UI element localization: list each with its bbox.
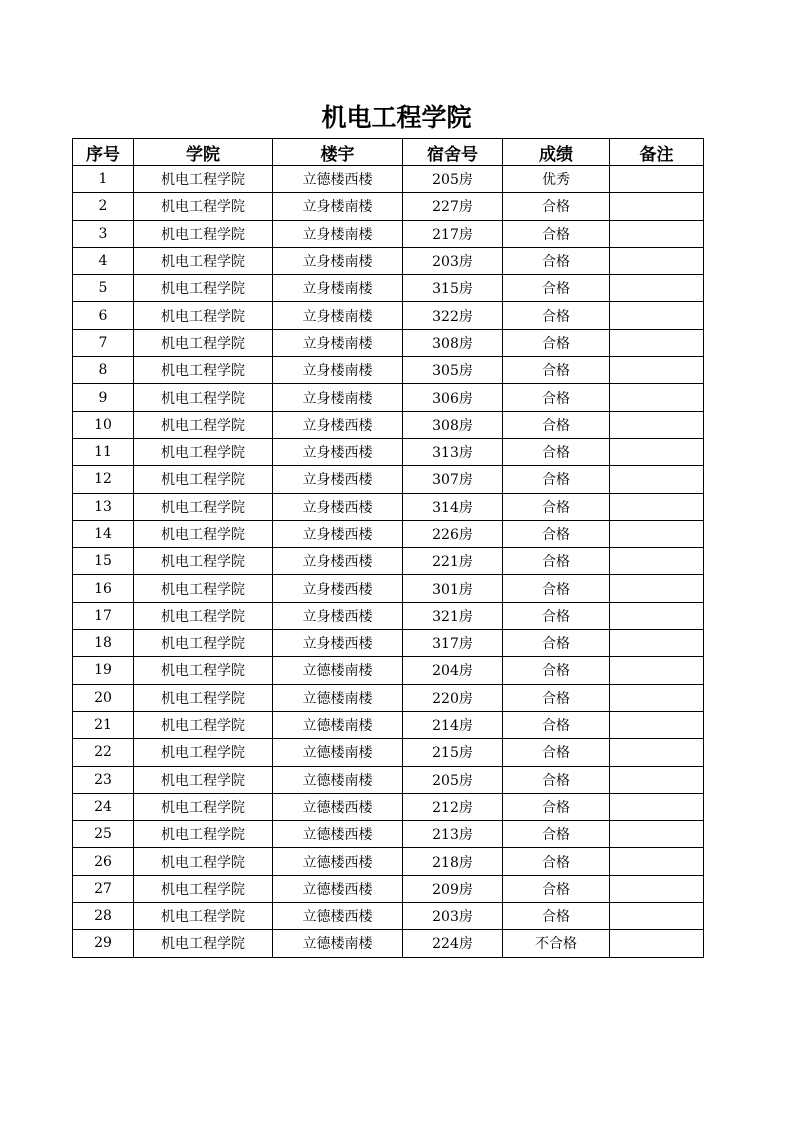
cell-remarks xyxy=(610,739,704,766)
cell-remarks xyxy=(610,493,704,520)
cell-building: 立身楼南楼 xyxy=(273,275,403,302)
table-row xyxy=(73,438,704,465)
cell-grade: 合格 xyxy=(503,493,610,520)
cell-room: 317房 xyxy=(403,630,503,657)
cell-remarks xyxy=(610,766,704,793)
cell-room: 204房 xyxy=(403,657,503,684)
cell-room: 214房 xyxy=(403,711,503,738)
cell-room: 226房 xyxy=(403,520,503,547)
cell-remarks xyxy=(610,711,704,738)
cell-grade: 合格 xyxy=(503,384,610,411)
cell-index: 8 xyxy=(73,357,134,384)
cell-index: 29 xyxy=(73,930,134,957)
cell-remarks xyxy=(610,275,704,302)
table-row xyxy=(73,520,704,547)
table-row xyxy=(73,411,704,438)
cell-index: 25 xyxy=(73,821,134,848)
cell-college: 机电工程学院 xyxy=(134,684,273,711)
cell-index: 4 xyxy=(73,247,134,274)
cell-room: 314房 xyxy=(403,493,503,520)
cell-college: 机电工程学院 xyxy=(134,903,273,930)
cell-building: 立身楼南楼 xyxy=(273,329,403,356)
cell-grade: 合格 xyxy=(503,302,610,329)
cell-building: 立德楼南楼 xyxy=(273,684,403,711)
cell-room: 221房 xyxy=(403,548,503,575)
cell-index: 21 xyxy=(73,711,134,738)
cell-room: 313房 xyxy=(403,438,503,465)
dormitory-table xyxy=(72,138,704,958)
table-row xyxy=(73,220,704,247)
cell-room: 308房 xyxy=(403,411,503,438)
cell-room: 301房 xyxy=(403,575,503,602)
cell-college: 机电工程学院 xyxy=(134,329,273,356)
cell-building: 立德楼西楼 xyxy=(273,903,403,930)
cell-building: 立德楼西楼 xyxy=(273,848,403,875)
cell-grade: 合格 xyxy=(503,793,610,820)
cell-index: 22 xyxy=(73,739,134,766)
cell-index: 17 xyxy=(73,602,134,629)
cell-building: 立身楼西楼 xyxy=(273,548,403,575)
cell-building: 立身楼西楼 xyxy=(273,411,403,438)
cell-index: 16 xyxy=(73,575,134,602)
cell-building: 立身楼西楼 xyxy=(273,630,403,657)
table-row xyxy=(73,630,704,657)
cell-college: 机电工程学院 xyxy=(134,411,273,438)
cell-index: 28 xyxy=(73,903,134,930)
cell-room: 224房 xyxy=(403,930,503,957)
cell-grade: 优秀 xyxy=(503,166,610,193)
cell-remarks xyxy=(610,193,704,220)
cell-building: 立身楼南楼 xyxy=(273,357,403,384)
cell-grade: 合格 xyxy=(503,657,610,684)
cell-building: 立身楼西楼 xyxy=(273,493,403,520)
cell-grade: 合格 xyxy=(503,329,610,356)
cell-index: 23 xyxy=(73,766,134,793)
cell-room: 315房 xyxy=(403,275,503,302)
header-index: 序号 xyxy=(73,139,134,166)
cell-index: 6 xyxy=(73,302,134,329)
cell-grade: 合格 xyxy=(503,739,610,766)
cell-building: 立身楼南楼 xyxy=(273,247,403,274)
cell-remarks xyxy=(610,821,704,848)
cell-index: 14 xyxy=(73,520,134,547)
cell-remarks xyxy=(610,220,704,247)
cell-college: 机电工程学院 xyxy=(134,466,273,493)
cell-college: 机电工程学院 xyxy=(134,657,273,684)
cell-index: 18 xyxy=(73,630,134,657)
cell-remarks xyxy=(610,411,704,438)
cell-index: 5 xyxy=(73,275,134,302)
cell-remarks xyxy=(610,875,704,902)
table-row xyxy=(73,275,704,302)
cell-college: 机电工程学院 xyxy=(134,766,273,793)
table-row xyxy=(73,766,704,793)
cell-index: 11 xyxy=(73,438,134,465)
cell-college: 机电工程学院 xyxy=(134,520,273,547)
cell-index: 1 xyxy=(73,166,134,193)
cell-college: 机电工程学院 xyxy=(134,848,273,875)
cell-room: 322房 xyxy=(403,302,503,329)
cell-college: 机电工程学院 xyxy=(134,302,273,329)
cell-remarks xyxy=(610,302,704,329)
cell-room: 215房 xyxy=(403,739,503,766)
cell-room: 212房 xyxy=(403,793,503,820)
page-title: 机电工程学院 xyxy=(321,103,472,132)
cell-building: 立德楼西楼 xyxy=(273,793,403,820)
cell-building: 立身楼西楼 xyxy=(273,438,403,465)
table-row xyxy=(73,466,704,493)
cell-room: 213房 xyxy=(403,821,503,848)
cell-room: 203房 xyxy=(403,247,503,274)
cell-room: 307房 xyxy=(403,466,503,493)
cell-remarks xyxy=(610,384,704,411)
cell-grade: 合格 xyxy=(503,220,610,247)
cell-college: 机电工程学院 xyxy=(134,793,273,820)
cell-remarks xyxy=(610,602,704,629)
cell-building: 立身楼西楼 xyxy=(273,602,403,629)
table-row xyxy=(73,684,704,711)
cell-college: 机电工程学院 xyxy=(134,602,273,629)
cell-remarks xyxy=(610,166,704,193)
cell-index: 24 xyxy=(73,793,134,820)
cell-grade: 合格 xyxy=(503,684,610,711)
cell-remarks xyxy=(610,357,704,384)
cell-index: 12 xyxy=(73,466,134,493)
cell-college: 机电工程学院 xyxy=(134,438,273,465)
cell-building: 立德楼南楼 xyxy=(273,766,403,793)
cell-grade: 合格 xyxy=(503,575,610,602)
cell-index: 20 xyxy=(73,684,134,711)
cell-remarks xyxy=(610,438,704,465)
cell-grade: 合格 xyxy=(503,711,610,738)
cell-college: 机电工程学院 xyxy=(134,548,273,575)
cell-remarks xyxy=(610,520,704,547)
cell-grade: 合格 xyxy=(503,411,610,438)
cell-grade: 合格 xyxy=(503,247,610,274)
cell-building: 立德楼西楼 xyxy=(273,821,403,848)
cell-college: 机电工程学院 xyxy=(134,930,273,957)
cell-building: 立身楼南楼 xyxy=(273,220,403,247)
cell-remarks xyxy=(610,329,704,356)
cell-index: 10 xyxy=(73,411,134,438)
cell-room: 305房 xyxy=(403,357,503,384)
cell-college: 机电工程学院 xyxy=(134,247,273,274)
table-row xyxy=(73,903,704,930)
cell-grade: 合格 xyxy=(503,438,610,465)
cell-building: 立德楼南楼 xyxy=(273,657,403,684)
cell-building: 立德楼南楼 xyxy=(273,930,403,957)
cell-grade: 合格 xyxy=(503,630,610,657)
cell-room: 209房 xyxy=(403,875,503,902)
table-row xyxy=(73,247,704,274)
cell-college: 机电工程学院 xyxy=(134,493,273,520)
cell-remarks xyxy=(610,575,704,602)
cell-building: 立德楼西楼 xyxy=(273,166,403,193)
table-row xyxy=(73,657,704,684)
table-body xyxy=(73,166,704,958)
table-row xyxy=(73,711,704,738)
cell-grade: 合格 xyxy=(503,875,610,902)
header-remarks: 备注 xyxy=(610,139,704,166)
cell-grade: 合格 xyxy=(503,275,610,302)
cell-college: 机电工程学院 xyxy=(134,220,273,247)
table-row xyxy=(73,875,704,902)
cell-room: 308房 xyxy=(403,329,503,356)
cell-index: 9 xyxy=(73,384,134,411)
cell-index: 26 xyxy=(73,848,134,875)
header-college: 学院 xyxy=(134,139,273,166)
cell-room: 321房 xyxy=(403,602,503,629)
cell-index: 2 xyxy=(73,193,134,220)
cell-college: 机电工程学院 xyxy=(134,275,273,302)
header-grade: 成绩 xyxy=(503,139,610,166)
cell-remarks xyxy=(610,657,704,684)
table-row xyxy=(73,548,704,575)
cell-remarks xyxy=(610,848,704,875)
table-row xyxy=(73,302,704,329)
cell-index: 3 xyxy=(73,220,134,247)
cell-remarks xyxy=(610,548,704,575)
cell-grade: 合格 xyxy=(503,602,610,629)
table-row xyxy=(73,357,704,384)
cell-grade: 合格 xyxy=(503,766,610,793)
cell-index: 19 xyxy=(73,657,134,684)
cell-remarks xyxy=(610,930,704,957)
cell-room: 218房 xyxy=(403,848,503,875)
cell-grade: 合格 xyxy=(503,821,610,848)
table-row xyxy=(73,821,704,848)
cell-room: 306房 xyxy=(403,384,503,411)
cell-grade: 不合格 xyxy=(503,930,610,957)
cell-remarks xyxy=(610,630,704,657)
header-row xyxy=(73,139,704,166)
cell-index: 15 xyxy=(73,548,134,575)
cell-remarks xyxy=(610,903,704,930)
cell-remarks xyxy=(610,684,704,711)
cell-grade: 合格 xyxy=(503,357,610,384)
cell-grade: 合格 xyxy=(503,903,610,930)
table-row xyxy=(73,166,704,193)
table-row xyxy=(73,739,704,766)
cell-grade: 合格 xyxy=(503,548,610,575)
table-row xyxy=(73,575,704,602)
cell-grade: 合格 xyxy=(503,193,610,220)
cell-room: 217房 xyxy=(403,220,503,247)
table-row xyxy=(73,848,704,875)
cell-college: 机电工程学院 xyxy=(134,193,273,220)
cell-room: 205房 xyxy=(403,766,503,793)
cell-remarks xyxy=(610,793,704,820)
table-row xyxy=(73,930,704,957)
cell-building: 立德楼西楼 xyxy=(273,875,403,902)
table-row xyxy=(73,193,704,220)
cell-college: 机电工程学院 xyxy=(134,875,273,902)
cell-index: 13 xyxy=(73,493,134,520)
cell-grade: 合格 xyxy=(503,848,610,875)
cell-grade: 合格 xyxy=(503,520,610,547)
cell-remarks xyxy=(610,466,704,493)
table-row xyxy=(73,493,704,520)
cell-room: 220房 xyxy=(403,684,503,711)
cell-room: 203房 xyxy=(403,903,503,930)
table-row xyxy=(73,329,704,356)
cell-college: 机电工程学院 xyxy=(134,357,273,384)
table-row xyxy=(73,793,704,820)
cell-index: 27 xyxy=(73,875,134,902)
cell-building: 立德楼南楼 xyxy=(273,739,403,766)
cell-building: 立身楼南楼 xyxy=(273,384,403,411)
header-room: 宿舍号 xyxy=(403,139,503,166)
cell-college: 机电工程学院 xyxy=(134,739,273,766)
cell-room: 205房 xyxy=(403,166,503,193)
table-row xyxy=(73,602,704,629)
cell-index: 7 xyxy=(73,329,134,356)
cell-college: 机电工程学院 xyxy=(134,821,273,848)
cell-grade: 合格 xyxy=(503,466,610,493)
cell-college: 机电工程学院 xyxy=(134,166,273,193)
cell-building: 立身楼西楼 xyxy=(273,575,403,602)
cell-building: 立身楼西楼 xyxy=(273,466,403,493)
table-row xyxy=(73,384,704,411)
cell-building: 立身楼南楼 xyxy=(273,193,403,220)
cell-college: 机电工程学院 xyxy=(134,630,273,657)
cell-college: 机电工程学院 xyxy=(134,575,273,602)
cell-building: 立身楼南楼 xyxy=(273,302,403,329)
cell-college: 机电工程学院 xyxy=(134,711,273,738)
header-building: 楼宇 xyxy=(273,139,403,166)
cell-remarks xyxy=(610,247,704,274)
cell-building: 立德楼南楼 xyxy=(273,711,403,738)
cell-college: 机电工程学院 xyxy=(134,384,273,411)
cell-room: 227房 xyxy=(403,193,503,220)
cell-building: 立身楼西楼 xyxy=(273,520,403,547)
